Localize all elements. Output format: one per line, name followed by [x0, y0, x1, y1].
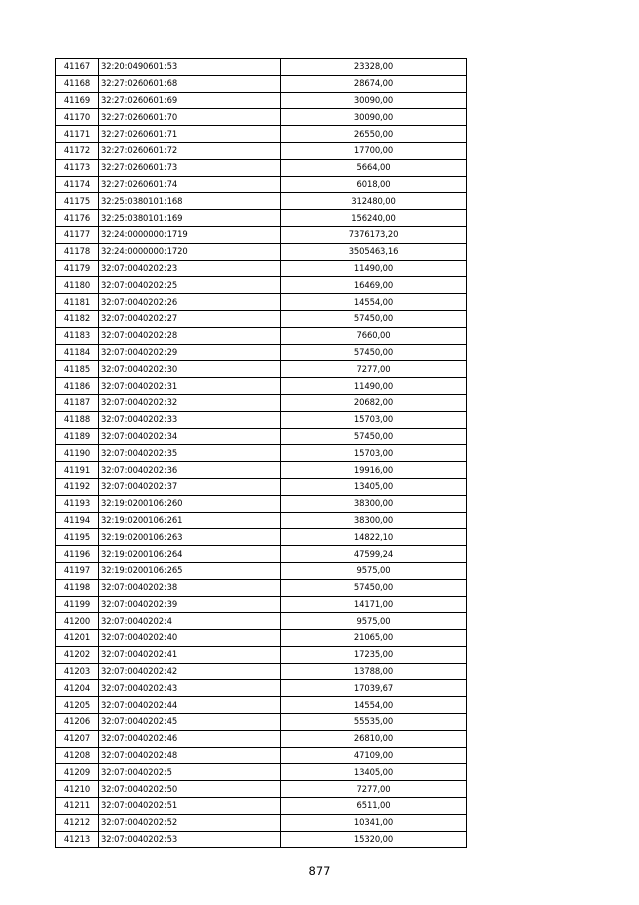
cadastral-value-cell: 57450,00 [281, 310, 467, 327]
cadastral-number-cell: 32:07:0040202:45 [99, 714, 281, 731]
table-row [56, 546, 467, 563]
row-number-cell: 41184 [56, 344, 99, 361]
cadastral-value-cell: 26550,00 [281, 126, 467, 143]
table-row [56, 714, 467, 731]
cadastral-value-cell: 9575,00 [281, 562, 467, 579]
cadastral-value-cell: 14554,00 [281, 697, 467, 714]
table-body [56, 59, 467, 848]
row-number-cell: 41179 [56, 260, 99, 277]
row-number-cell: 41190 [56, 445, 99, 462]
row-number-cell: 41180 [56, 277, 99, 294]
cadastral-value-cell: 17235,00 [281, 646, 467, 663]
cadastral-value-cell: 57450,00 [281, 344, 467, 361]
row-number-cell: 41196 [56, 546, 99, 563]
row-number-cell: 41192 [56, 478, 99, 495]
cadastral-number-cell: 32:07:0040202:48 [99, 747, 281, 764]
table-row [56, 159, 467, 176]
table-row [56, 75, 467, 92]
table-row [56, 109, 467, 126]
row-number-cell: 41167 [56, 59, 99, 76]
cadastral-number-cell: 32:27:0260601:68 [99, 75, 281, 92]
table-row [56, 630, 467, 647]
cadastral-number-cell: 32:07:0040202:51 [99, 798, 281, 815]
row-number-cell: 41193 [56, 495, 99, 512]
cadastral-number-cell: 32:27:0260601:69 [99, 92, 281, 109]
cadastral-number-cell: 32:07:0040202:44 [99, 697, 281, 714]
cadastral-number-cell: 32:24:0000000:1720 [99, 243, 281, 260]
cadastral-value-cell: 7277,00 [281, 781, 467, 798]
cadastral-number-cell: 32:07:0040202:30 [99, 361, 281, 378]
cadastral-value-cell: 3505463,16 [281, 243, 467, 260]
row-number-cell: 41203 [56, 663, 99, 680]
page-number: 877 [308, 864, 331, 878]
row-number-cell: 41188 [56, 411, 99, 428]
table-row [56, 747, 467, 764]
row-number-cell: 41171 [56, 126, 99, 143]
cadastral-value-cell: 21065,00 [281, 630, 467, 647]
cadastral-number-cell: 32:07:0040202:52 [99, 814, 281, 831]
cadastral-value-cell: 5664,00 [281, 159, 467, 176]
cadastral-value-cell: 10341,00 [281, 814, 467, 831]
row-number-cell: 41200 [56, 613, 99, 630]
cadastral-value-cell: 38300,00 [281, 495, 467, 512]
cadastral-number-cell: 32:07:0040202:28 [99, 327, 281, 344]
row-number-cell: 41212 [56, 814, 99, 831]
cadastral-number-cell: 32:07:0040202:41 [99, 646, 281, 663]
row-number-cell: 41178 [56, 243, 99, 260]
table-row [56, 445, 467, 462]
row-number-cell: 41169 [56, 92, 99, 109]
row-number-cell: 41198 [56, 579, 99, 596]
cadastral-number-cell: 32:19:0200106:265 [99, 562, 281, 579]
table-row [56, 428, 467, 445]
table-row [56, 764, 467, 781]
row-number-cell: 41199 [56, 596, 99, 613]
cadastral-number-cell: 32:07:0040202:31 [99, 378, 281, 395]
cadastral-value-cell: 30090,00 [281, 109, 467, 126]
cadastral-value-cell: 55535,00 [281, 714, 467, 731]
cadastral-number-cell: 32:07:0040202:50 [99, 781, 281, 798]
cadastral-value-cell: 9575,00 [281, 613, 467, 630]
cadastral-number-cell: 32:07:0040202:5 [99, 764, 281, 781]
table-row [56, 226, 467, 243]
cadastral-number-cell: 32:07:0040202:34 [99, 428, 281, 445]
cadastral-value-cell: 13405,00 [281, 764, 467, 781]
cadastral-value-cell: 156240,00 [281, 210, 467, 227]
table-row [56, 462, 467, 479]
table-row [56, 260, 467, 277]
cadastral-number-cell: 32:07:0040202:36 [99, 462, 281, 479]
row-number-cell: 41172 [56, 142, 99, 159]
cadastral-value-cell: 23328,00 [281, 59, 467, 76]
cadastral-number-cell: 32:07:0040202:33 [99, 411, 281, 428]
cadastral-number-cell: 32:07:0040202:25 [99, 277, 281, 294]
cadastral-value-cell: 14554,00 [281, 294, 467, 311]
cadastral-value-cell: 38300,00 [281, 512, 467, 529]
table-row [56, 394, 467, 411]
cadastral-number-cell: 32:07:0040202:26 [99, 294, 281, 311]
cadastral-value-cell: 14171,00 [281, 596, 467, 613]
row-number-cell: 41201 [56, 630, 99, 647]
table-row [56, 344, 467, 361]
cadastral-value-cell: 7660,00 [281, 327, 467, 344]
table-row [56, 680, 467, 697]
table-row [56, 831, 467, 848]
cadastral-value-cell: 47599,24 [281, 546, 467, 563]
table-row [56, 193, 467, 210]
row-number-cell: 41181 [56, 294, 99, 311]
row-number-cell: 41183 [56, 327, 99, 344]
row-number-cell: 41173 [56, 159, 99, 176]
cadastral-number-cell: 32:25:0380101:168 [99, 193, 281, 210]
row-number-cell: 41182 [56, 310, 99, 327]
row-number-cell: 41189 [56, 428, 99, 445]
cadastral-value-cell: 26810,00 [281, 730, 467, 747]
row-number-cell: 41207 [56, 730, 99, 747]
cadastral-value-cell: 11490,00 [281, 260, 467, 277]
table-row [56, 210, 467, 227]
table-row [56, 361, 467, 378]
cadastral-value-cell: 13405,00 [281, 478, 467, 495]
table-row [56, 142, 467, 159]
cadastral-number-cell: 32:07:0040202:29 [99, 344, 281, 361]
row-number-cell: 41176 [56, 210, 99, 227]
row-number-cell: 41197 [56, 562, 99, 579]
row-number-cell: 41168 [56, 75, 99, 92]
cadastral-number-cell: 32:19:0200106:263 [99, 529, 281, 546]
cadastral-value-cell: 47109,00 [281, 747, 467, 764]
row-number-cell: 41177 [56, 226, 99, 243]
cadastral-number-cell: 32:07:0040202:4 [99, 613, 281, 630]
cadastral-value-cell: 15703,00 [281, 445, 467, 462]
cadastral-value-cell: 57450,00 [281, 579, 467, 596]
table-row [56, 781, 467, 798]
cadastral-number-cell: 32:07:0040202:32 [99, 394, 281, 411]
table-row [56, 59, 467, 76]
cadastral-value-cell: 7277,00 [281, 361, 467, 378]
cadastral-number-cell: 32:07:0040202:39 [99, 596, 281, 613]
cadastral-value-cell: 14822,10 [281, 529, 467, 546]
table-row [56, 646, 467, 663]
cadastral-value-table [55, 58, 467, 848]
cadastral-number-cell: 32:07:0040202:27 [99, 310, 281, 327]
cadastral-value-cell: 17039,67 [281, 680, 467, 697]
cadastral-value-cell: 6018,00 [281, 176, 467, 193]
table-row [56, 529, 467, 546]
cadastral-value-cell: 6511,00 [281, 798, 467, 815]
cadastral-number-cell: 32:27:0260601:73 [99, 159, 281, 176]
table-row [56, 126, 467, 143]
cadastral-value-cell: 17700,00 [281, 142, 467, 159]
cadastral-number-cell: 32:24:0000000:1719 [99, 226, 281, 243]
table-row [56, 730, 467, 747]
row-number-cell: 41185 [56, 361, 99, 378]
cadastral-number-cell: 32:07:0040202:43 [99, 680, 281, 697]
cadastral-value-cell: 57450,00 [281, 428, 467, 445]
cadastral-number-cell: 32:25:0380101:169 [99, 210, 281, 227]
cadastral-number-cell: 32:07:0040202:38 [99, 579, 281, 596]
cadastral-value-cell: 15320,00 [281, 831, 467, 848]
cadastral-number-cell: 32:27:0260601:70 [99, 109, 281, 126]
cadastral-number-cell: 32:19:0200106:264 [99, 546, 281, 563]
row-number-cell: 41204 [56, 680, 99, 697]
cadastral-number-cell: 32:19:0200106:260 [99, 495, 281, 512]
cadastral-value-cell: 7376173,20 [281, 226, 467, 243]
cadastral-value-cell: 13788,00 [281, 663, 467, 680]
row-number-cell: 41206 [56, 714, 99, 731]
cadastral-number-cell: 32:27:0260601:72 [99, 142, 281, 159]
row-number-cell: 41170 [56, 109, 99, 126]
table-row [56, 310, 467, 327]
table-row [56, 411, 467, 428]
cadastral-number-cell: 32:27:0260601:71 [99, 126, 281, 143]
row-number-cell: 41195 [56, 529, 99, 546]
row-number-cell: 41211 [56, 798, 99, 815]
table-row [56, 814, 467, 831]
table-row [56, 697, 467, 714]
row-number-cell: 41210 [56, 781, 99, 798]
cadastral-value-cell: 19916,00 [281, 462, 467, 479]
row-number-cell: 41205 [56, 697, 99, 714]
cadastral-number-cell: 32:20:0490601:53 [99, 59, 281, 76]
table-row [56, 613, 467, 630]
cadastral-number-cell: 32:07:0040202:46 [99, 730, 281, 747]
cadastral-value-cell: 11490,00 [281, 378, 467, 395]
table-row [56, 327, 467, 344]
row-number-cell: 41213 [56, 831, 99, 848]
table-row [56, 378, 467, 395]
table-row [56, 562, 467, 579]
table-row [56, 243, 467, 260]
row-number-cell: 41186 [56, 378, 99, 395]
row-number-cell: 41194 [56, 512, 99, 529]
cadastral-number-cell: 32:07:0040202:37 [99, 478, 281, 495]
row-number-cell: 41208 [56, 747, 99, 764]
table-row [56, 478, 467, 495]
cadastral-number-cell: 32:07:0040202:53 [99, 831, 281, 848]
row-number-cell: 41187 [56, 394, 99, 411]
cadastral-value-cell: 20682,00 [281, 394, 467, 411]
cadastral-value-cell: 28674,00 [281, 75, 467, 92]
table-row [56, 495, 467, 512]
row-number-cell: 41209 [56, 764, 99, 781]
row-number-cell: 41175 [56, 193, 99, 210]
cadastral-number-cell: 32:07:0040202:42 [99, 663, 281, 680]
cadastral-value-cell: 312480,00 [281, 193, 467, 210]
cadastral-number-cell: 32:07:0040202:23 [99, 260, 281, 277]
cadastral-value-cell: 16469,00 [281, 277, 467, 294]
cadastral-number-cell: 32:07:0040202:35 [99, 445, 281, 462]
table-row [56, 92, 467, 109]
cadastral-number-cell: 32:27:0260601:74 [99, 176, 281, 193]
table-row [56, 176, 467, 193]
row-number-cell: 41191 [56, 462, 99, 479]
table-row [56, 596, 467, 613]
row-number-cell: 41174 [56, 176, 99, 193]
cadastral-value-cell: 15703,00 [281, 411, 467, 428]
table-row [56, 798, 467, 815]
table-row [56, 512, 467, 529]
table-row [56, 579, 467, 596]
table-row [56, 294, 467, 311]
cadastral-number-cell: 32:19:0200106:261 [99, 512, 281, 529]
row-number-cell: 41202 [56, 646, 99, 663]
table-row [56, 663, 467, 680]
cadastral-number-cell: 32:07:0040202:40 [99, 630, 281, 647]
cadastral-value-cell: 30090,00 [281, 92, 467, 109]
table-row [56, 277, 467, 294]
